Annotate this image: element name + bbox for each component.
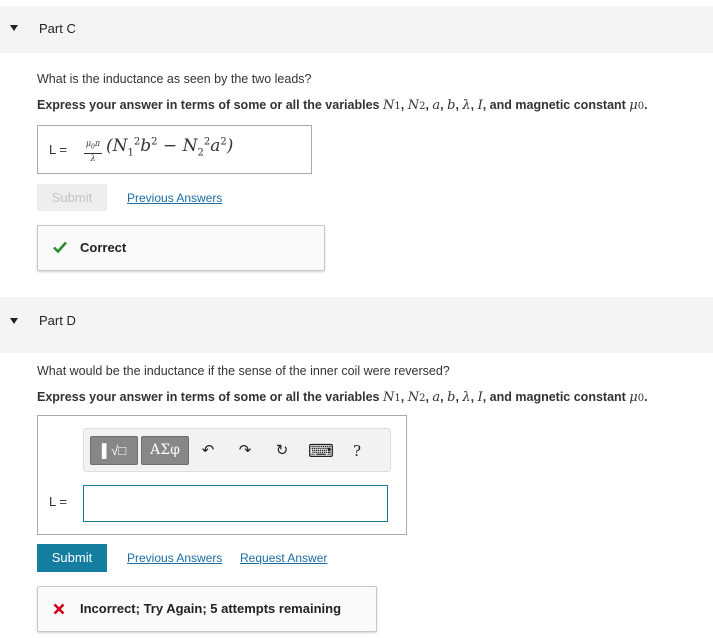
part-c-header[interactable]	[0, 6, 713, 53]
editor-toolbar	[83, 428, 391, 472]
part-c-instructions: Express your answer in terms of some or all the variables N1, N2, a, b, λ, I, and magnetic constant μ0.	[37, 98, 648, 113]
answer-lhs-label: L =	[49, 494, 67, 509]
part-c-title: Part C	[39, 21, 76, 36]
part-d-title: Part D	[39, 313, 76, 328]
part-d-previous-answers-link[interactable]: Previous Answers	[127, 551, 223, 565]
redo-icon[interactable]: ↷	[238, 442, 252, 459]
answer-expression: $(N_1^2b^2 - N_2^2a^2)$	[106, 136, 234, 159]
collapse-triangle-icon[interactable]	[10, 318, 18, 324]
part-d-header[interactable]	[0, 297, 713, 353]
greek-symbols-button[interactable]: ΑΣφ	[141, 436, 189, 465]
part-c-answer-box	[37, 125, 312, 174]
answer-lhs-label: L =	[49, 142, 67, 157]
answer-fraction: $\frac{\mu_0\pi}{\lambda}$	[85, 139, 101, 163]
part-c-previous-answers-link[interactable]: Previous Answers	[127, 191, 223, 205]
collapse-triangle-icon[interactable]	[10, 25, 18, 31]
part-c-question: What is the inductance as seen by the two leads?	[37, 72, 312, 86]
part-d-feedback	[37, 586, 377, 632]
keyboard-icon[interactable]: ⌨	[308, 441, 334, 461]
check-icon	[53, 241, 67, 253]
math-editor	[37, 415, 407, 535]
part-d-question: What would be the inductance if the sense of the inner coil were reversed?	[37, 364, 450, 378]
request-answer-link[interactable]: Request Answer	[240, 551, 328, 565]
part-c-feedback	[37, 225, 325, 271]
reset-icon[interactable]: ↻	[275, 442, 289, 459]
undo-icon[interactable]: ↶	[201, 442, 215, 459]
part-c-submit-button: Submit	[37, 184, 107, 211]
part-d-instructions: Express your answer in terms of some or all the variables N1, N2, a, b, λ, I, and magnetic constant μ0.	[37, 390, 648, 405]
templates-button[interactable]: ▌√□	[90, 436, 138, 465]
x-icon	[53, 603, 65, 615]
correct-text: Correct	[80, 240, 127, 255]
incorrect-text: Incorrect; Try Again; 5 attempts remaining	[80, 601, 342, 616]
answer-input[interactable]	[83, 485, 388, 522]
part-d-submit-button[interactable]: Submit	[37, 544, 107, 572]
help-icon[interactable]: ?	[352, 442, 362, 460]
